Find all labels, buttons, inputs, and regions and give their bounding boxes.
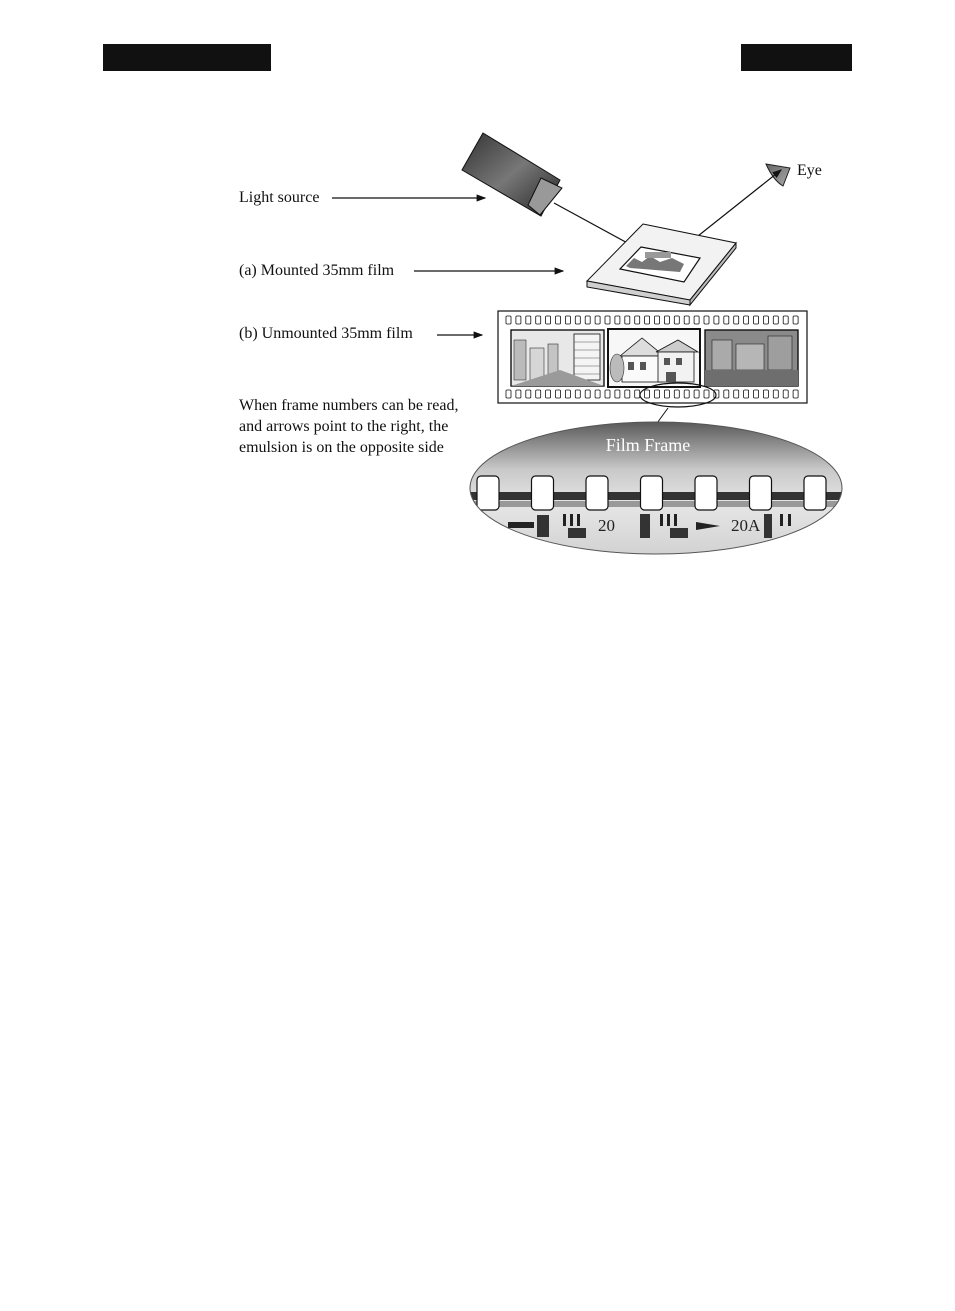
zoom-sprocket-hole (586, 476, 608, 510)
sprocket-hole (645, 390, 650, 398)
sprocket-hole (773, 390, 778, 398)
unmounted-film-label: (b) Unmounted 35mm film (239, 325, 413, 342)
sprocket-hole (556, 390, 561, 398)
sprocket-hole (585, 316, 590, 324)
emulsion-note (239, 395, 458, 458)
frame-number-20a: 20A (731, 516, 761, 535)
film-frame-zoom (468, 420, 846, 560)
zoom-sprocket-hole (695, 476, 717, 510)
sprocket-hole (585, 390, 590, 398)
sprocket-hole (754, 316, 759, 324)
sprocket-hole (684, 390, 689, 398)
sprocket-hole (763, 390, 768, 398)
sprocket-hole (516, 390, 521, 398)
sprocket-hole (595, 390, 600, 398)
sprocket-hole (615, 390, 620, 398)
sprocket-hole (655, 390, 660, 398)
mounted-film-label: (a) Mounted 35mm film (239, 262, 395, 279)
sprocket-hole (625, 390, 630, 398)
sprocket-hole (556, 316, 561, 324)
sprocket-hole (635, 390, 640, 398)
mounted-slide (587, 224, 736, 305)
sprocket-hole (546, 316, 551, 324)
frame-number-20: 20 (598, 516, 615, 535)
sprocket-hole (536, 390, 541, 398)
sprocket-hole (734, 390, 739, 398)
zoom-sprocket-hole (750, 476, 772, 510)
sprocket-hole (744, 316, 749, 324)
sprocket-hole (724, 390, 729, 398)
sprocket-hole (714, 316, 719, 324)
light-source-icon (462, 133, 562, 216)
sprocket-hole (783, 390, 788, 398)
sprocket-hole (734, 316, 739, 324)
sprocket-hole (516, 316, 521, 324)
note-line-2: and arrows point to the right, the (239, 418, 449, 435)
sprocket-hole (575, 316, 580, 324)
sprocket-hole (664, 316, 669, 324)
sprocket-hole (704, 316, 709, 324)
film-frame-3 (705, 330, 798, 386)
sprocket-hole (694, 316, 699, 324)
sprocket-hole (625, 316, 630, 324)
sprocket-hole (615, 316, 620, 324)
sprocket-hole (684, 316, 689, 324)
sprocket-hole (704, 390, 709, 398)
sprocket-hole (655, 316, 660, 324)
eye-label: Eye (797, 162, 822, 179)
sprocket-hole (565, 390, 570, 398)
sprocket-hole (664, 390, 669, 398)
sprocket-hole (724, 316, 729, 324)
zoom-sprocket-hole (641, 476, 663, 510)
film-frame-1 (511, 330, 604, 386)
zoom-sprocket-hole (477, 476, 499, 510)
film-strip (498, 311, 807, 407)
film-frame-2 (608, 329, 700, 387)
sprocket-hole (783, 316, 788, 324)
sprocket-hole (773, 316, 778, 324)
sprocket-hole (645, 316, 650, 324)
sprocket-hole (635, 316, 640, 324)
sprocket-hole (763, 316, 768, 324)
sprocket-hole (793, 316, 798, 324)
sprocket-hole (506, 390, 511, 398)
zoom-title: Film Frame (605, 435, 691, 455)
sprocket-hole (575, 390, 580, 398)
sprocket-hole (605, 316, 610, 324)
sprocket-hole (546, 390, 551, 398)
sprocket-hole (694, 390, 699, 398)
sprocket-hole (605, 390, 610, 398)
sprocket-hole (674, 316, 679, 324)
note-line-3: emulsion is on the opposite side (239, 439, 444, 456)
sprocket-hole (536, 316, 541, 324)
sprocket-hole (565, 316, 570, 324)
sprocket-hole (793, 390, 798, 398)
sprocket-hole (506, 316, 511, 324)
sprocket-hole (595, 316, 600, 324)
light-source-label: Light source (239, 189, 320, 206)
eye-icon (766, 164, 790, 186)
sprocket-hole (754, 390, 759, 398)
sprocket-hole (526, 316, 531, 324)
sprocket-hole (674, 390, 679, 398)
note-line-1: When frame numbers can be read, (239, 397, 459, 414)
zoom-sprocket-hole (804, 476, 826, 510)
sprocket-hole (526, 390, 531, 398)
zoom-sprocket-hole (532, 476, 554, 510)
sprocket-hole (744, 390, 749, 398)
